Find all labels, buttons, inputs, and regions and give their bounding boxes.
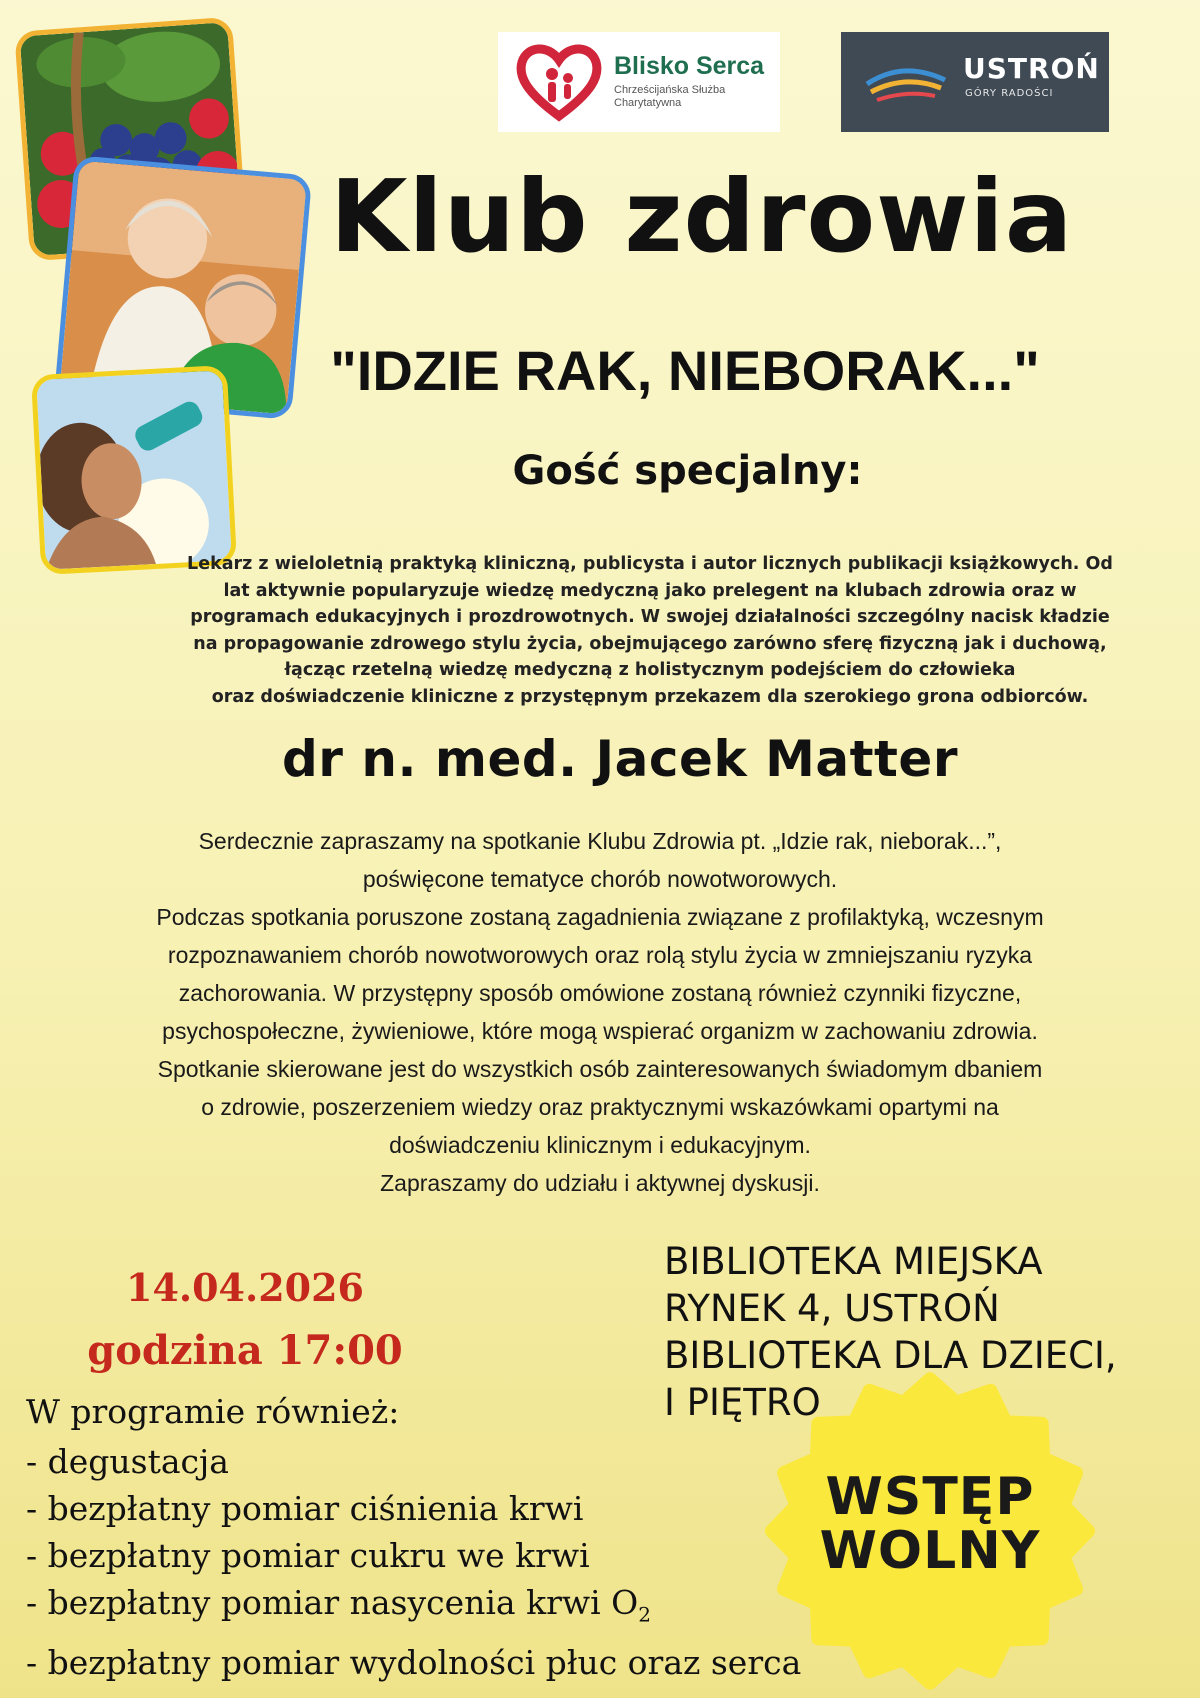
program-list xyxy=(26,1438,802,1686)
description-line: Podczas spotkania poruszone zostaną zagadnienia związane z profilaktyką, wczesnym xyxy=(156,904,1044,930)
guest-heading: Gość specjalny: xyxy=(512,448,863,494)
event-description xyxy=(40,822,1160,1202)
description-line: Spotkanie skierowane jest do wszystkich osób zainteresowanych świadomym dbaniem xyxy=(157,1056,1043,1082)
bio-line: oraz doświadczenie kliniczne z przystępnym przekazem dla szerokiego grona odbiorców. xyxy=(211,686,1089,707)
free-admission xyxy=(780,1467,1080,1581)
description-line: zachorowania. W przystępny sposób omówione zostaną również czynniki fizyczne, xyxy=(178,980,1022,1006)
partner-name: Blisko Serca xyxy=(614,52,765,80)
o2-subscript: 2 xyxy=(638,1602,651,1627)
description-line: Serdecznie zapraszamy na spotkanie Klubu Zdrowia pt. „Idzie rak, nieborak...”, xyxy=(198,828,1002,854)
description-line: poświęcone tematyce chorób nowotworowych. xyxy=(362,866,838,892)
free-admission-line: WOLNY xyxy=(819,1521,1041,1581)
event-date: 14.04.2026 xyxy=(126,1265,364,1310)
guest-bio xyxy=(150,551,1150,710)
ustron-emblem-icon xyxy=(863,54,949,110)
location-line: I PIĘTRO xyxy=(664,1381,821,1424)
free-admission-line: WSTĘP xyxy=(825,1467,1035,1527)
guest-name: dr n. med. Jacek Matter xyxy=(282,730,958,788)
drinking-water-photo xyxy=(31,365,237,575)
partner-tagline: Chrześcijańska Służba Charytatywna xyxy=(614,84,726,109)
list-item: - bezpłatny pomiar ciśnienia krwi xyxy=(26,1489,584,1528)
description-line: psychospołeczne, żywieniowe, które mogą wspierać organizm w zachowaniu zdrowia. xyxy=(162,1018,1038,1044)
description-line: rozpoznawaniem chorób nowotworowych oraz rolą stylu życia w zmniejszaniu ryzyka xyxy=(167,942,1033,968)
bio-line: na propagowanie zdrowego stylu życia, obejmującego zarówno sferę fizyczną jak i duchową, xyxy=(193,633,1107,654)
program-heading: W programie również: xyxy=(26,1392,400,1431)
city-name: USTROŃ xyxy=(963,52,1100,85)
event-subtitle: "IDZIE RAK, NIEBORAK..." xyxy=(330,339,1040,402)
location-line: BIBLIOTEKA DLA DZIECI, xyxy=(664,1334,1117,1377)
ustron-logo xyxy=(841,32,1109,132)
location-line: BIBLIOTEKA MIEJSKA xyxy=(664,1240,1043,1283)
bio-line: lat aktywnie popularyzuje wiedzę medyczną jako prelegent na klubach zdrowia oraz w xyxy=(223,580,1077,601)
list-item: - bezpłatny pomiar cukru we krwi xyxy=(26,1536,590,1575)
description-line: o zdrowie, poszerzeniem wiedzy oraz praktycznymi wskazówkami opartymi na xyxy=(201,1094,999,1120)
bio-line: programach edukacyjnych i prozdrowotnych. W swojej działalności szczególny nacisk kładzie xyxy=(190,607,1110,627)
list-item: - degustacja xyxy=(26,1442,229,1481)
list-item: - bezpłatny pomiar nasycenia krwi $O_2$ xyxy=(26,1583,651,1627)
city-tagline: GÓRY RADOŚCI xyxy=(965,88,1054,99)
list-item: - bezpłatny pomiar wydolności płuc oraz serca xyxy=(26,1642,802,1682)
event-time: godzina 17:00 xyxy=(87,1327,403,1374)
description-line: doświadczeniu klinicznym i edukacyjnym. xyxy=(389,1132,811,1158)
page-title: Klub zdrowia xyxy=(330,158,1074,275)
bio-line: łącząc rzetelną wiedzę medyczną z holistycznym podejściem do człowieka xyxy=(284,660,1016,680)
heart-icon xyxy=(516,42,602,122)
location-line: RYNEK 4, USTROŃ xyxy=(664,1287,1000,1330)
bio-line: Lekarz z wieloletnią praktyką kliniczną, publicysta i autor licznych publikacji książkowych. Od xyxy=(187,554,1113,574)
description-line: Zapraszamy do udziału i aktywnej dyskusji. xyxy=(380,1170,820,1196)
blisko-serca-logo xyxy=(498,32,780,132)
